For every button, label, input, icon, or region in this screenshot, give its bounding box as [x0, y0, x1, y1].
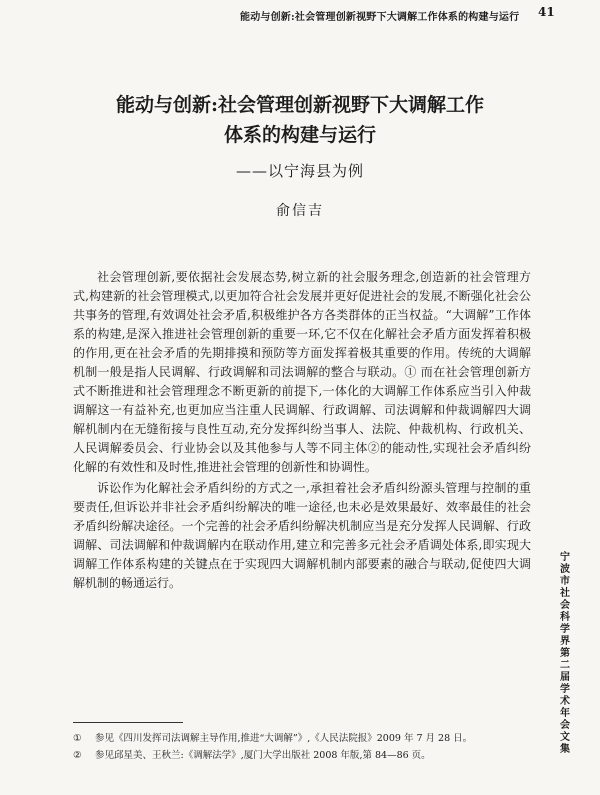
- footnote-mark: ②: [73, 750, 82, 761]
- footnotes: [73, 730, 531, 764]
- footnote-text: 参见《四川发挥司法调解主导作用,推进“大调解”》,《人民法院报》2009 年 7 月 28 日。: [95, 733, 473, 744]
- footnote-text: 参见邱星美、王秋兰:《调解法学》,厦门大学出版社 2008 年版,第 84—86 页。: [95, 750, 431, 761]
- article-subtitle: ——以宁海县为例: [235, 162, 364, 180]
- page-number: 41: [538, 5, 555, 19]
- author-name: 俞信吉: [276, 203, 324, 219]
- footnote-divider: [73, 722, 183, 723]
- paragraph-1: 社会管理创新,要依据社会发展态势,树立新的社会服务理念,创造新的社会管理方式,构建新的社会管理模式,以更加符合社会发展并更好促进社会的发展,不断强化社会公共事务的管理,有效调处社会矛盾,积极维护各方各类群体的正当权益。“大调解”工作体系的构建,是深入推进社会管理创新的重要一环,它不仅在化解社会矛盾方面发挥着积极的作用,更在社会矛盾的先期排摸和预防等方面发挥着极其重要的作用。传统的大调解机制一般是指人民调解、行政调解和司法调解的整合与联动。① 而在社会管理创新方式不断推进和社会管理理念不断更新的前提下,一体化的大调解工作体系应当引入仲裁调解这一有益补充,也更加应当注重人民调解、行政调解、司法调解和仲裁调解四大调解机制内在无缝衔接与良性互动,充分发挥纠纷当事人、法院、仲裁机构、行政机关、人民调解委员会、行业协会以及其他参与人等不同主体②的能动性,实现社会矛盾纠纷化解的有效性和及时性,推进社会管理的创新性和协调性。: [73, 270, 531, 474]
- article-title: [40, 90, 560, 150]
- footnote-1: [73, 730, 531, 747]
- footnote-2: [73, 747, 531, 764]
- title-line-2: 体系的构建与运行: [223, 124, 376, 146]
- footnote-mark: ①: [73, 733, 82, 744]
- title-line-1: 能动与创新:社会管理创新视野下大调解工作: [115, 94, 484, 116]
- running-head: 能动与创新:社会管理创新视野下大调解工作体系的构建与运行: [240, 12, 520, 23]
- side-banner: 宁波市社会科学界第二届学术年会文集: [560, 552, 570, 755]
- paragraph-2: 诉讼作为化解社会矛盾纠纷的方式之一,承担着社会矛盾纠纷源头管理与控制的重要责任,但诉讼并非社会矛盾纠纷解决的唯一途径,也未必是效果最好、效率最佳的社会矛盾纠纷解决途径。一个完善的社会矛盾纠纷解决机制应当是充分发挥人民调解、行政调解、司法调解和仲裁调解内在联动作用,建立和完善多元社会矛盾调处体系,即实现大调解工作体系构建的关键点在于实现四大调解机制内部要素的融合与联动,促使四大调解机制的畅通运行。: [73, 481, 531, 590]
- body-text: [73, 268, 531, 595]
